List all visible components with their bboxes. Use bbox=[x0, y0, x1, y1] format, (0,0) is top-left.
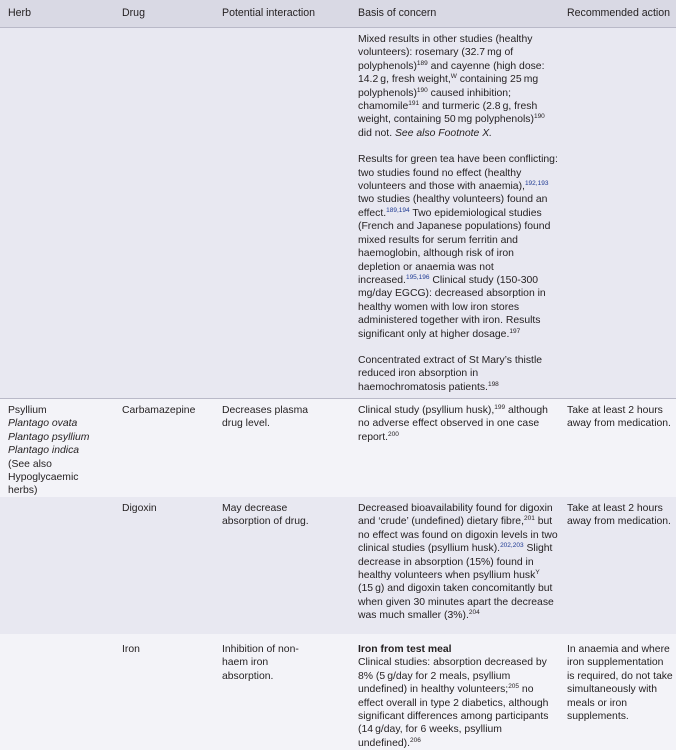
herb-latin-3: Plantago indica bbox=[8, 445, 80, 457]
text-run: no effect overall in type 2 diabetics, although significant differences among participants (14 g/day, for 6 weeks, psyllium undefined). bbox=[358, 684, 549, 749]
herb-name: Psyllium bbox=[8, 405, 47, 416]
text-run: and turmeric (2.8 g, fresh weight, containing 50 mg polyphenols) bbox=[358, 101, 538, 126]
text-run: (15 g) and digoxin taken concomitantly but when given 30 minutes apart the decrease was much smaller (3%). bbox=[358, 583, 554, 622]
basis-cell bbox=[358, 502, 558, 623]
header-drug: Drug bbox=[122, 7, 145, 19]
text-run: two studies (healthy volunteers) found an effect. bbox=[358, 194, 548, 219]
text-run: Slight decrease in absorption (15%) found in healthy volunteers when psyllium husk bbox=[358, 543, 553, 582]
herb-cell-psyllium bbox=[8, 404, 108, 498]
herb-see-also: (See also Hypoglycaemic herbs) bbox=[8, 458, 79, 497]
text-run: caused inhibition; chamomile bbox=[358, 87, 511, 113]
text-run: Clinical study (psyllium husk), bbox=[358, 405, 495, 416]
reference-superscript: 189,194 bbox=[386, 206, 410, 214]
basis-paragraph-st-marys-thistle bbox=[358, 354, 558, 394]
reference-superscript: 206 bbox=[410, 736, 421, 744]
reference-superscript: 201 bbox=[523, 515, 535, 523]
row-carbamazepine bbox=[0, 399, 676, 497]
reference-superscript: 198 bbox=[487, 380, 499, 388]
text-run: and cayenne (high dose: 14.2 g, fresh weight, bbox=[358, 60, 545, 86]
header-herb: Herb bbox=[8, 7, 31, 19]
reference-superscript: 200 bbox=[388, 430, 399, 438]
reference-superscript: 195,196 bbox=[405, 273, 430, 281]
reference-superscript: 190 bbox=[533, 113, 545, 121]
continued-row bbox=[0, 28, 676, 399]
text-run: did not. bbox=[358, 127, 395, 139]
basis-text bbox=[358, 656, 558, 750]
text-run: but no effect was found on digoxin levels in two clinical studies (psyllium husk). bbox=[358, 516, 558, 555]
basis-paragraph-green-tea bbox=[358, 153, 558, 341]
text-run: See also Footnote X. bbox=[394, 127, 493, 139]
basis-cell bbox=[358, 643, 558, 750]
action-cell: Take at least 2 hours away from medication. bbox=[567, 405, 671, 430]
interaction-cell: Decreases plasma drug level. bbox=[222, 405, 309, 430]
herb-latin-1: Plantago ovata bbox=[8, 418, 78, 430]
basis-paragraph-mixed-results bbox=[358, 33, 558, 140]
text-run: Mixed results in other studies (healthy volunteers): rosemary (32.7 mg of polyphenols) bbox=[358, 34, 533, 72]
reference-superscript: W bbox=[450, 73, 457, 81]
text-run: Two epidemiological studies (French and Japanese populations) found mixed results for serum ferritin and haemoglobin, although risk of iron depletion or anaemia was not increased. bbox=[358, 207, 551, 286]
text-run: Clinical studies: absorption decreased by 8% (5 g/day for 2 meals, psyllium undefined) in healthy volunteers; bbox=[358, 657, 547, 696]
text-run: Results for green tea have been conflicting: two studies found no effect (healthy volunteers and those with anaemia), bbox=[358, 154, 558, 193]
herb-latin-2: Plantago psyllium bbox=[8, 431, 90, 443]
action-cell: Take at least 2 hours away from medication. bbox=[567, 503, 671, 528]
header-action: Recommended action bbox=[567, 7, 671, 19]
reference-superscript: 202,203 bbox=[500, 542, 524, 550]
action-cell: In anaemia and where iron supplementation is required, do not take simultaneously with meals or iron supplements. bbox=[567, 644, 673, 723]
continued-basis-cell bbox=[358, 33, 558, 394]
text-run: Clinical study (150-300 mg/day EGCG): decreased absorption in healthy women with low iron stores administered together with iron. Results significant only at higher dosage. bbox=[358, 274, 546, 340]
interaction-cell: Inhibition of non-haem iron absorption. bbox=[222, 644, 299, 682]
text-run: containing 25 mg polyphenols) bbox=[358, 74, 539, 99]
text-run: Decreased bioavailability found for digoxin and ‘crude’ (undefined) dietary fibre, bbox=[358, 503, 553, 528]
drug-cell: Digoxin bbox=[122, 503, 157, 514]
drug-cell: Carbamazepine bbox=[122, 405, 196, 416]
basis-heading: Iron from test meal bbox=[358, 644, 452, 655]
reference-superscript: 197 bbox=[509, 327, 521, 335]
header-basis: Basis of concern bbox=[358, 7, 437, 19]
header-interaction: Potential interaction bbox=[222, 7, 316, 19]
row-digoxin bbox=[0, 497, 676, 634]
interaction-cell: May decrease absorption of drug. bbox=[222, 503, 309, 528]
reference-superscript: 192,193 bbox=[524, 180, 549, 188]
reference-superscript: 204 bbox=[468, 609, 480, 617]
reference-superscript: Y bbox=[535, 569, 540, 577]
row-iron bbox=[0, 634, 676, 750]
drug-cell: Iron bbox=[122, 644, 140, 655]
reference-superscript: 191 bbox=[408, 100, 420, 108]
reference-superscript: 190 bbox=[416, 86, 428, 94]
reference-superscript: 205 bbox=[508, 683, 520, 691]
text-run: although no adverse effect observed in one case report. bbox=[358, 405, 548, 443]
text-run: Concentrated extract of St Mary’s thistle reduced iron absorption in haemochromatosis patients. bbox=[358, 354, 543, 393]
reference-superscript: 189 bbox=[416, 59, 428, 67]
basis-cell bbox=[358, 404, 558, 444]
reference-superscript: 199 bbox=[494, 404, 506, 411]
table-header-row bbox=[0, 0, 676, 28]
